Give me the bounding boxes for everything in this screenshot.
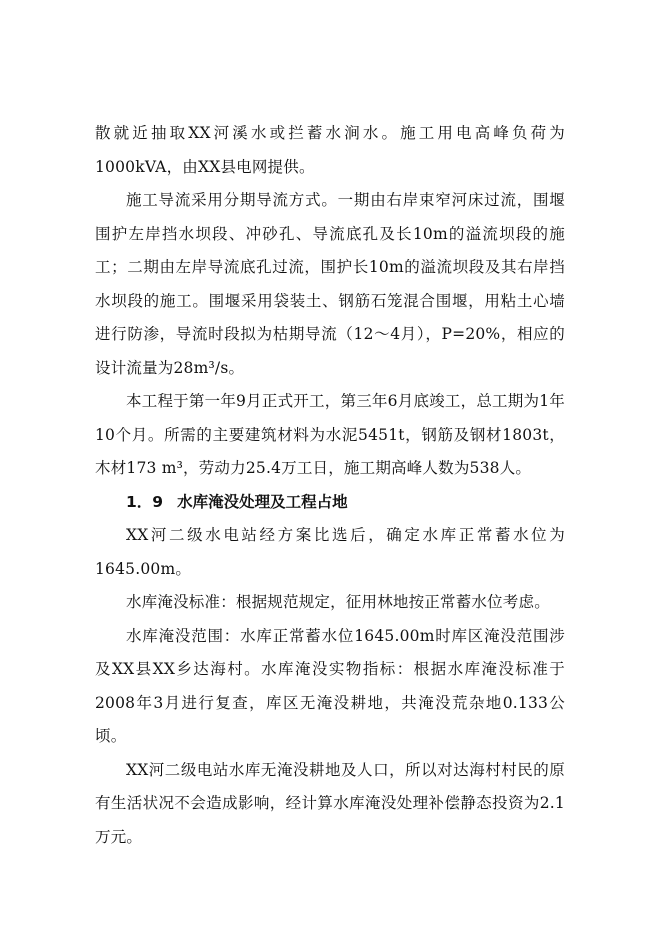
paragraph-compensation: XX河二级电站水库无淹没耕地及人口，所以对达海村村民的原有生活状况不会造成影响，经计算水库淹没处理补偿静态投资为2.1万元。 [95, 760, 565, 846]
section-title: 水库淹没处理及工程占地 [177, 492, 348, 511]
paragraph-diversion: 施工导流采用分期导流方式。一期由右岸束窄河床过流，围堰围护左岸挡水坝段、冲砂孔、导流底孔及长10m的溢流坝段的施工；二期由左岸导流底孔过流，围护长10m的溢流坝段及其右岸挡水坝段的施工。围堰采用袋装土、钢筋石笼混合围堰，用粘土心墙进行防渗，导流时段拟为枯期导流（12～4月），P=20%，相应的设计流量为28m³/s。 [95, 191, 565, 377]
document-body [95, 117, 565, 854]
paragraph-schedule-materials: 本工程于第一年9月正式开工，第三年6月底竣工，总工期为1年10个月。所需的主要建筑材料为水泥5451t，钢筋及钢材1803t，木材173 m³，劳动力25.4万工日，施工期高峰人数为538人。 [95, 392, 565, 477]
section-number: 1．9 [126, 492, 164, 511]
section-heading [95, 486, 565, 520]
paragraph-normal-water-level: XX河二级水电站经方案比选后，确定水库正常蓄水位为1645.00m。 [95, 526, 565, 578]
paragraph-inundation-standard: 水库淹没标准：根据规范规定，征用林地按正常蓄水位考虑。 [126, 593, 550, 611]
paragraph-construction-power: 散就近抽取XX河溪水或拦蓄水涧水。施工用电高峰负荷为1000kVA，由XX县电网提供。 [95, 124, 565, 176]
paragraph-inundation-scope: 水库淹没范围：水库正常蓄水位1645.00m时库区淹没范围涉及XX县XX乡达海村。水库淹没实物指标：根据水库淹没标准于2008年3月进行复查，库区无淹没耕地，共淹没荒杂地0.133公顷。 [95, 626, 565, 745]
